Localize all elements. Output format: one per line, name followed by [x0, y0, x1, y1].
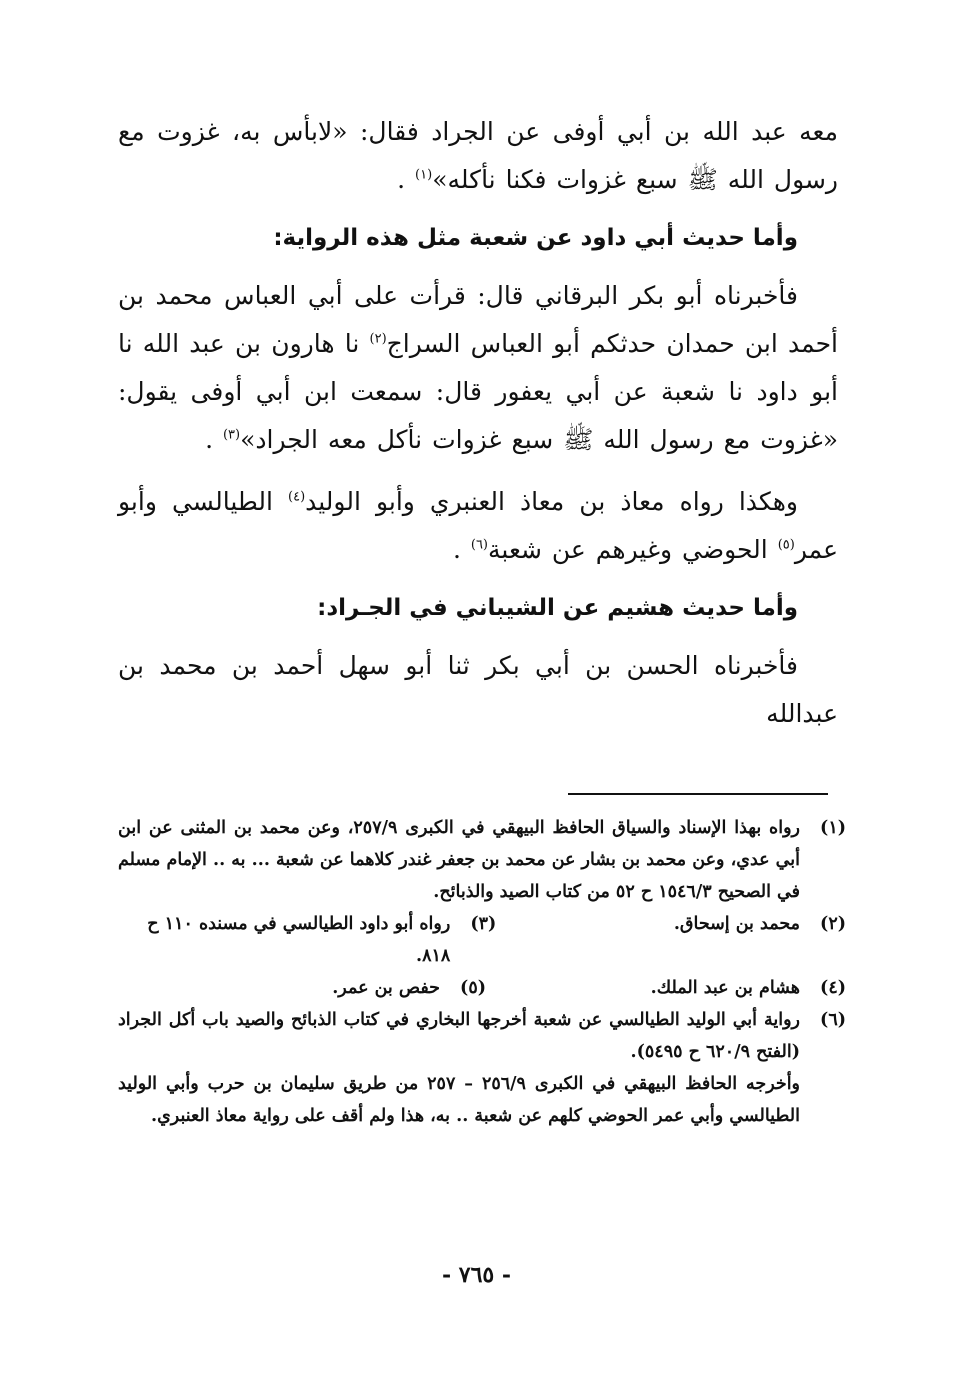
paragraph-text: الطيالسي وأبو عمر: [118, 487, 838, 564]
footnote-ref-2: (٢): [369, 331, 387, 347]
footnote-text: محمد بن إسحاق.: [673, 914, 800, 934]
footnote-text: رواه بهذا الإسناد والسياق الحافظ البيهقي في الكبرى ٢٥٧/٩، وعن محمد بن المثنى عن ابن أبي عدي، وعن محمد بن بشار عن محمد بن جعفر غندر كلاهما عن شعبة ... به .. الإمام مسلم في الصحيح ١٥٤٦/٣ ح ٥٢ من كتاب الصيد والذبائح.: [118, 818, 800, 902]
paragraph-text: فأخبرناه أبو بكر البرقاني قال: قرأت على أبي العباس محمد بن أحمد ابن حمدان حدثكم أبو العباس السراج: [118, 281, 838, 358]
main-text: [118, 108, 838, 752]
paragraph-text: نا هارون بن عبد الله نا أبو داود نا شعبة عن أبي يعفور قال: سمعت ابن أبي أوفى يقول: «غزوت مع رسول الله ﷺ سبع غزوات نأكل معه الجراد»: [118, 329, 838, 454]
footnote-text: هشام بن عبد الملك.: [650, 978, 800, 998]
paragraph-text: فأخبرناه الحسن بن أبي بكر ثنا أبو سهل أحمد بن محمد بن عبدالله: [118, 651, 838, 728]
paragraph-end: .: [397, 165, 416, 194]
paragraph-end: .: [205, 425, 223, 454]
footnote-text: رواية أبي الوليد الطيالسي عن شعبة أخرجها البخاري في كتاب الذبائح والصيد باب أكل الجراد (الفتح ٦٢٠/٩ ح ٥٤٩٥).: [118, 1010, 800, 1062]
page-number: - ٧٦٥ -: [441, 1262, 512, 1288]
footnote-number: (٢): [820, 914, 846, 934]
paragraph-2: [118, 272, 838, 464]
footnote-number: (٤): [820, 978, 846, 998]
footnote-separator: [568, 793, 828, 795]
paragraph-4: [118, 642, 838, 738]
footnote-number: (٦): [820, 1010, 846, 1030]
paragraph-3: [118, 478, 838, 574]
footnote-4: [486, 972, 846, 1004]
footnote-text: رواه أبو داود الطيالسي في مسنده ١١٠ ح ٨١٨.: [147, 914, 451, 966]
footnote-text: حفص بن عمر.: [332, 978, 440, 998]
footnote-ref-3: (٣): [222, 427, 241, 443]
footnote-6-continuation: وأخرجه الحافظ البيهقي في الكبرى ٢٥٦/٩ – ٢٥٧ من طريق سليمان بن حرب وأبي الوليد الطيالسي وأبي عمر الحوضي كلهم عن شعبة .. به، هذا ولم أقف على رواية معاذ العنبري.: [118, 1074, 801, 1126]
section-heading-abu-dawud: وأما حديث أبي داود عن شعبة مثل هذه الرواية:: [273, 225, 798, 251]
footnote-ref-1: (١): [415, 167, 433, 183]
footnote-row-2-3: [118, 908, 846, 972]
footnote-number: (١): [820, 818, 846, 838]
footnote-ref-4: (٤): [288, 489, 306, 505]
footnote-2: [496, 908, 846, 972]
footnote-number: (٣): [470, 914, 497, 934]
paragraph-1: [118, 108, 838, 204]
footnote-1: [118, 812, 846, 908]
paragraph-end: .: [452, 535, 471, 564]
footnotes: [118, 812, 846, 1132]
footnote-6: [118, 1004, 846, 1068]
footnote-3: [118, 908, 496, 972]
footnote-row-4-5: [118, 972, 846, 1004]
footnote-ref-5: (٥): [777, 537, 795, 553]
section-heading-hushaym: وأما حديث هشيم عن الشيباني في الجـراد:: [317, 595, 798, 621]
footnote-number: (٥): [460, 978, 486, 998]
footnote-5: [332, 972, 486, 1004]
paragraph-text: معه عبد الله بن أبي أوفى عن الجراد فقال: «لابأس به، غزوت مع رسول الله ﷺ سبع غزوات فكنا نأكله»: [118, 117, 838, 194]
paragraph-text: وهكذا رواه معاذ بن معاذ العنبري وأبو الوليد: [305, 487, 798, 516]
paragraph-text: الحوضي وغيرهم عن شعبة: [488, 535, 778, 564]
footnote-ref-6: (٦): [470, 537, 488, 553]
